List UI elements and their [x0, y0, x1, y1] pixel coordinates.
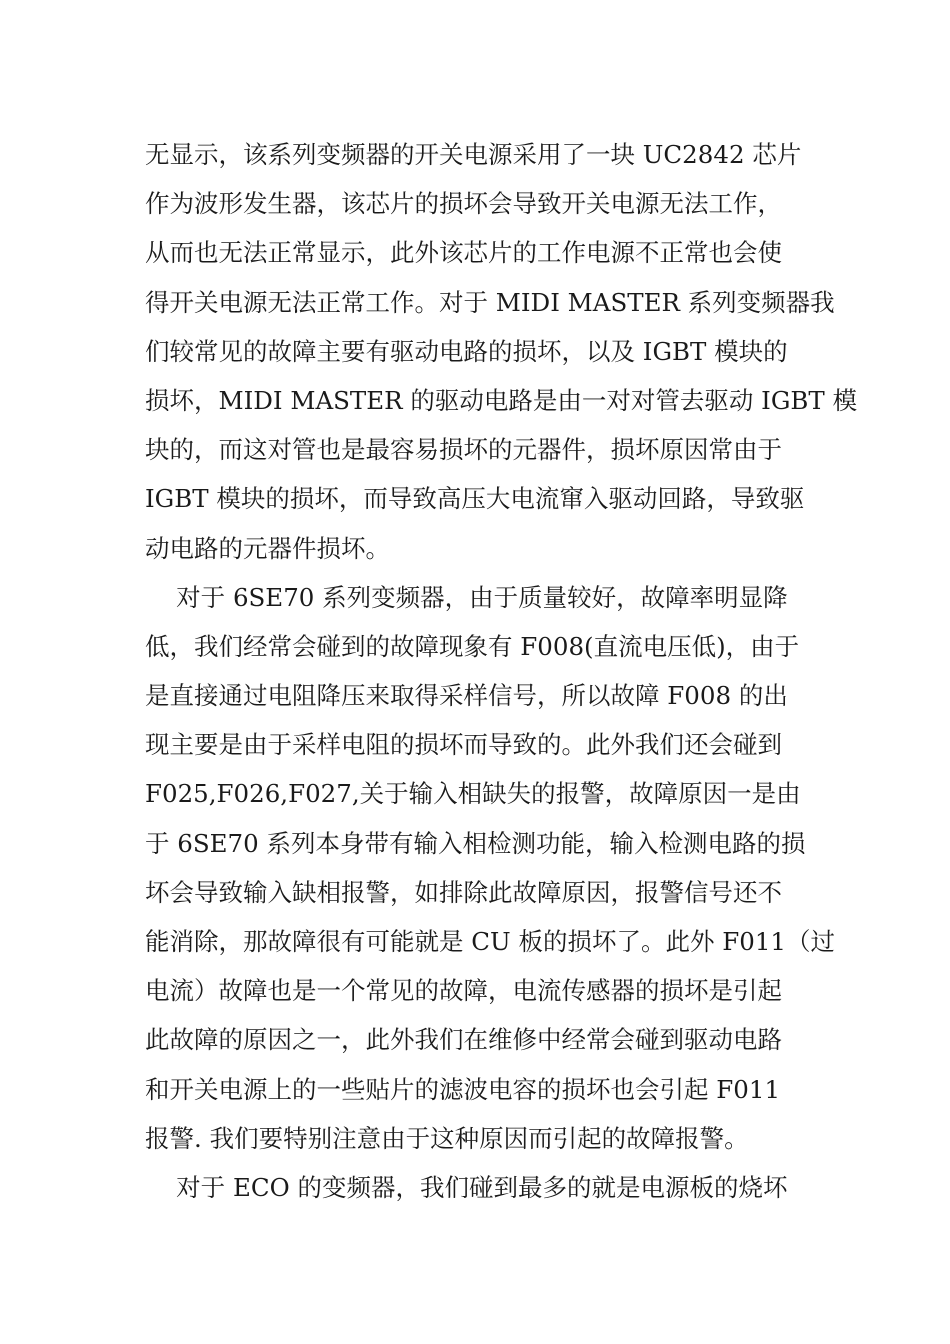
text-line: IGBT 模块的损坏，而导致高压大电流窜入驱动回路，导致驱 — [145, 484, 805, 514]
text-line: 于 6SE70 系列本身带有输入相检测功能，输入检测电路的损 — [145, 828, 806, 858]
text-line: 现主要是由于采样电阻的损坏而导致的。此外我们还会碰到 — [145, 730, 782, 760]
text-line: 们较常见的故障主要有驱动电路的损坏，以及 IGBT 模块的 — [145, 336, 788, 366]
text-line: 动电路的元器件损坏。 — [145, 533, 390, 563]
text-line: 得开关电源无法正常工作。对于 MIDI MASTER 系列变频器我 — [145, 287, 835, 317]
text-line: 是直接通过电阻降压来取得采样信号，所以故障 F008 的出 — [145, 681, 788, 711]
text-line: F025,F026,F027,关于输入相缺失的报警，故障原因一是由 — [145, 779, 801, 809]
text-line: 对于 ECO 的变频器，我们碰到最多的就是电源板的烧坏 — [145, 1172, 788, 1202]
text-line: 从而也无法正常显示，此外该芯片的工作电源不正常也会使 — [145, 238, 782, 268]
text-line: 和开关电源上的一些贴片的滤波电容的损坏也会引起 F011 — [145, 1074, 781, 1104]
text-line: 损坏，MIDI MASTER 的驱动电路是由一对对管去驱动 IGBT 模 — [145, 385, 858, 415]
text-line: 报警. 我们要特别注意由于这种原因而引起的故障报警。 — [145, 1123, 749, 1153]
text-line: 电流）故障也是一个常见的故障，电流传感器的损坏是引起 — [145, 976, 782, 1006]
text-line: 低，我们经常会碰到的故障现象有 F008(直流电压低)，由于 — [145, 631, 800, 661]
text-line: 坏会导致输入缺相报警，如排除此故障原因，报警信号还不 — [145, 877, 782, 907]
text-line: 块的，而这对管也是最容易损坏的元器件，损坏原因常由于 — [145, 435, 782, 465]
text-line: 作为波形发生器，该芯片的损坏会导致开关电源无法工作， — [145, 189, 782, 219]
text-line: 能消除，那故障很有可能就是 CU 板的损坏了。此外 F011（过 — [145, 927, 836, 956]
text-line: 对于 6SE70 系列变频器，由于质量较好，故障率明显降 — [145, 582, 788, 612]
text-line: 此故障的原因之一，此外我们在维修中经常会碰到驱动电路 — [145, 1025, 782, 1055]
body-text — [145, 130, 858, 1212]
text-line: 无显示，该系列变频器的开关电源采用了一块 UC2842 芯片 — [145, 140, 802, 169]
